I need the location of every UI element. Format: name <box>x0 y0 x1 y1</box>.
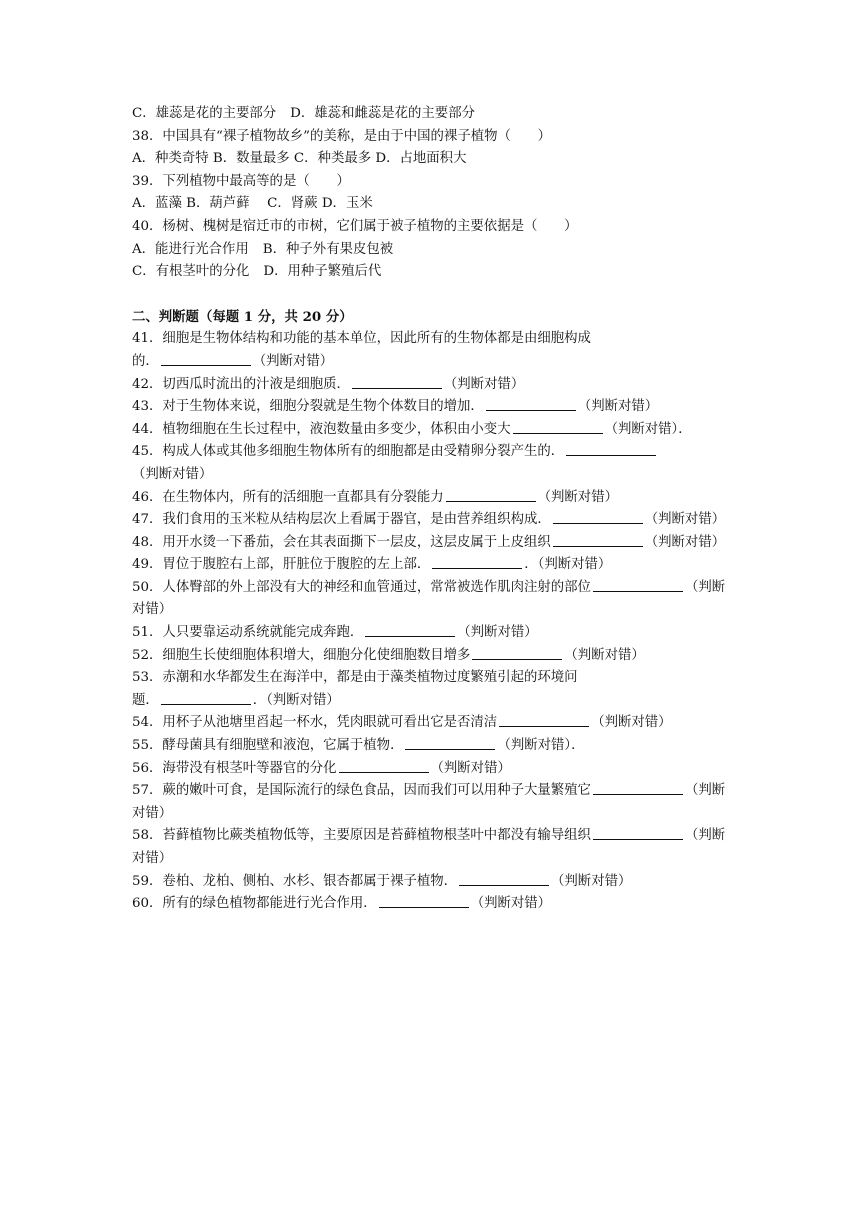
question-39: 39．下列植物中最高等的是（ ） <box>132 173 350 189</box>
option-37-c: C．雄蕊是花的主要部分 <box>132 106 277 121</box>
answer-blank[interactable] <box>499 712 589 727</box>
question-49: 49．胃位于腹腔右上部，肝脏位于腹腔的左上部． ．（判断对错） <box>132 554 732 577</box>
question-41-line1: 41．细胞是生物体结构和功能的基本单位，因此所有的生物体都是由细胞构成 <box>132 331 591 347</box>
answer-blank[interactable] <box>446 487 536 502</box>
question-40: 40．杨树、槐树是宿迁市的市树，它们属于被子植物的主要依据是（ ） <box>132 218 578 234</box>
answer-blank[interactable] <box>593 577 683 592</box>
answer-blank[interactable] <box>365 622 455 637</box>
answer-blank[interactable] <box>405 735 495 750</box>
question-44: 44．植物细胞在生长过程中，液泡数量由多变少，体积由小变大 （判断对错）． <box>132 419 732 442</box>
question-52: 52．细胞生长使细胞体积增大，细胞分化使细胞数目增多 （判断对错） <box>132 645 732 668</box>
answer-blank[interactable] <box>161 351 251 366</box>
answer-blank[interactable] <box>161 690 251 705</box>
options-38: A．种类奇特 B．数量最多 C．种类最多 D．占地面积大 <box>132 151 467 167</box>
question-60: 60．所有的绿色植物都能进行光合作用． （判断对错） <box>132 893 732 916</box>
question-47: 47．我们食用的玉米粒从结构层次上看属于器官，是由营养组织构成． （判断对错） <box>132 509 732 532</box>
question-54: 54．用杯子从池塘里舀起一杯水，凭肉眼就可看出它是否清洁 （判断对错） <box>132 712 732 735</box>
question-59: 59．卷柏、龙柏、侧柏、水杉、银杏都属于裸子植物． （判断对错） <box>132 871 732 894</box>
answer-blank[interactable] <box>486 396 576 411</box>
answer-blank[interactable] <box>513 419 603 434</box>
options-40-cd <box>132 261 732 284</box>
answer-blank[interactable] <box>459 871 549 886</box>
question-53-line1: 53．赤潮和水华都发生在海洋中，都是由于藻类植物过度繁殖引起的环境问 <box>132 670 578 686</box>
option-40-a: A．能进行光合作用 <box>132 241 249 257</box>
exam-page <box>132 103 732 916</box>
question-42: 42．切西瓜时流出的汁液是细胞质． （判断对错） <box>132 374 732 397</box>
answer-blank[interactable] <box>553 509 643 524</box>
option-40-d: D．用种子繁殖后代 <box>263 264 382 280</box>
option-40-c: C．有根茎叶的分化 <box>132 264 250 280</box>
answer-blank[interactable] <box>593 780 683 795</box>
question-51: 51．人只要靠运动系统就能完成奔跑． （判断对错） <box>132 622 732 645</box>
question-45: 45．构成人体或其他多细胞生物体所有的细胞都是由受精卵分裂产生的．（判断对错） <box>132 441 732 486</box>
answer-blank[interactable] <box>432 554 522 569</box>
options-39: A．蓝藻 B．葫芦藓 C．肾蕨 D．玉米 <box>132 196 373 212</box>
option-37-d: D．雄蕊和雌蕊是花的主要部分 <box>290 106 475 121</box>
question-53-line2: 题． ．（判断对错） <box>132 690 732 713</box>
question-56: 56．海带没有根茎叶等器官的分化 （判断对错） <box>132 758 732 781</box>
question-38: 38．中国具有“裸子植物故乡”的美称，是由于中国的裸子植物（ ） <box>132 128 552 144</box>
answer-blank[interactable] <box>566 441 656 456</box>
answer-blank[interactable] <box>472 645 562 660</box>
answer-blank[interactable] <box>593 825 683 840</box>
options-40-ab <box>132 239 732 262</box>
question-58: 58．苔藓植物比蕨类植物低等，主要原因是苔藓植物根茎叶中都没有输导组织 （判断对错） <box>132 825 732 870</box>
answer-blank[interactable] <box>553 532 643 547</box>
option-line-37-cd <box>132 103 732 126</box>
question-41-line2: 的． （判断对错） <box>132 351 732 374</box>
question-55: 55．酵母菌具有细胞壁和液泡，它属于植物． （判断对错）． <box>132 735 732 758</box>
answer-blank[interactable] <box>379 893 469 908</box>
question-46: 46．在生物体内，所有的活细胞一直都具有分裂能力 （判断对错） <box>132 487 732 510</box>
question-43: 43．对于生物体来说，细胞分裂就是生物个体数目的增加． （判断对错） <box>132 396 732 419</box>
answer-blank[interactable] <box>339 758 429 773</box>
question-48: 48．用开水烫一下番茄，会在其表面撕下一层皮，这层皮属于上皮组织 （判断对错） <box>132 532 732 555</box>
answer-blank[interactable] <box>352 374 442 389</box>
option-40-b: B．种子外有果皮包被 <box>262 241 394 257</box>
question-57: 57．蕨的嫩叶可食，是国际流行的绿色食品，因而我们可以用种子大量繁殖它 （判断对错） <box>132 780 732 825</box>
section-title: 二、判断题（每题 1 分，共 20 分） <box>132 308 353 325</box>
question-50: 50．人体臀部的外上部没有大的神经和血管通过，常常被选作肌肉注射的部位 （判断对错） <box>132 577 732 622</box>
